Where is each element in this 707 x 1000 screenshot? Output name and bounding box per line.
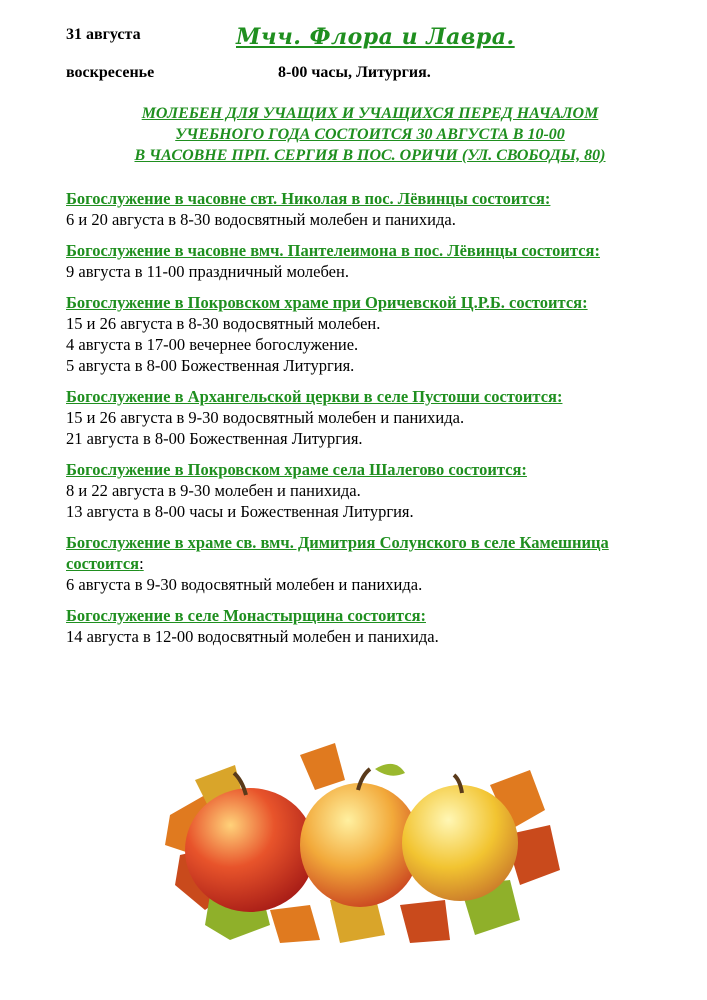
section-heading-text: Богослужение в храме св. вмч. Димитрия Солунского в селе Камешница состоится: [66, 533, 609, 573]
schedule-line: 5 августа в 8-00 Божественная Литургия.: [66, 356, 355, 375]
header-date: 31 августа: [66, 26, 141, 43]
section-heading: Богослужение в селе Монастырщина состоится:: [66, 606, 426, 625]
section-monastyrshchina: [66, 605, 676, 647]
leaf-icon: [400, 900, 450, 943]
schedule-line: 15 и 26 августа в 9-30 водосвятный молебен и панихида.: [66, 408, 465, 427]
leaf-icon: [270, 905, 320, 943]
schedule-line: 21 августа в 8-00 Божественная Литургия.: [66, 429, 363, 448]
header-day: воскресенье: [66, 64, 155, 81]
section-panteleimon-chapel: [66, 240, 676, 282]
apple-icon: [300, 783, 420, 907]
leaf-icon: [375, 764, 405, 776]
section-heading-colon: :: [139, 554, 144, 573]
header-title: Мчч. Флора и Лавра.: [236, 24, 515, 50]
apple-icon: [185, 788, 315, 912]
schedule-line: 14 августа в 12-00 водосвятный молебен и панихида.: [66, 627, 439, 646]
schedule-line: 15 и 26 августа в 8-30 водосвятный молебен.: [66, 314, 381, 333]
section-dimitry-kameshnitsa: [66, 532, 676, 595]
schedule-line: 9 августа в 11-00 праздничный молебен.: [66, 262, 349, 281]
section-nikolai-chapel: [66, 188, 676, 230]
section-heading: [66, 532, 676, 574]
schedule-line: 13 августа в 8-00 часы и Божественная Литургия.: [66, 502, 414, 521]
section-heading: Богослужение в Архангельской церкви в селе Пустоши состоится:: [66, 387, 563, 406]
section-pokrovsky-shalegovo: [66, 459, 676, 522]
section-arkhangelsk-pustoshi: [66, 386, 676, 449]
section-heading: Богослужение в Покровском храме при Оричевской Ц.Р.Б. состоится:: [66, 293, 588, 312]
announcement-line: УЧЕБНОГО ГОДА СОСТОИТСЯ 30 АВГУСТА В 10-00: [175, 126, 565, 143]
schedule-sections: [66, 188, 676, 657]
announcement-line: В ЧАСОВНЕ ПРП. СЕРГИЯ В ПОС. ОРИЧИ (УЛ. СВОБОДЫ, 80): [134, 147, 606, 164]
leaf-icon: [300, 743, 345, 790]
announcement-line: МОЛЕБЕН ДЛЯ УЧАЩИХ И УЧАЩИХСЯ ПЕРЕД НАЧАЛОМ: [141, 105, 599, 122]
section-heading: Богослужение в часовне вмч. Пантелеимона в пос. Лёвинцы состоится:: [66, 241, 600, 260]
schedule-line: 4 августа в 17-00 вечернее богослужение.: [66, 335, 359, 354]
announcement: [60, 103, 680, 166]
apples-and-autumn-leaves-image: [150, 735, 570, 945]
schedule-line: 8 и 22 августа в 9-30 молебен и панихида.: [66, 481, 361, 500]
section-heading: Богослужение в Покровском храме села Шалегово состоится:: [66, 460, 527, 479]
schedule-line: 6 и 20 августа в 8-30 водосвятный молебен и панихида.: [66, 210, 456, 229]
apple-icon: [402, 785, 518, 901]
section-pokrovsky-hospital: [66, 292, 676, 376]
header-service: 8-00 часы, Литургия.: [278, 64, 431, 81]
schedule-line: 6 августа в 9-30 водосвятный молебен и панихида.: [66, 575, 423, 594]
section-heading: Богослужение в часовне свт. Николая в пос. Лёвинцы состоится:: [66, 189, 551, 208]
